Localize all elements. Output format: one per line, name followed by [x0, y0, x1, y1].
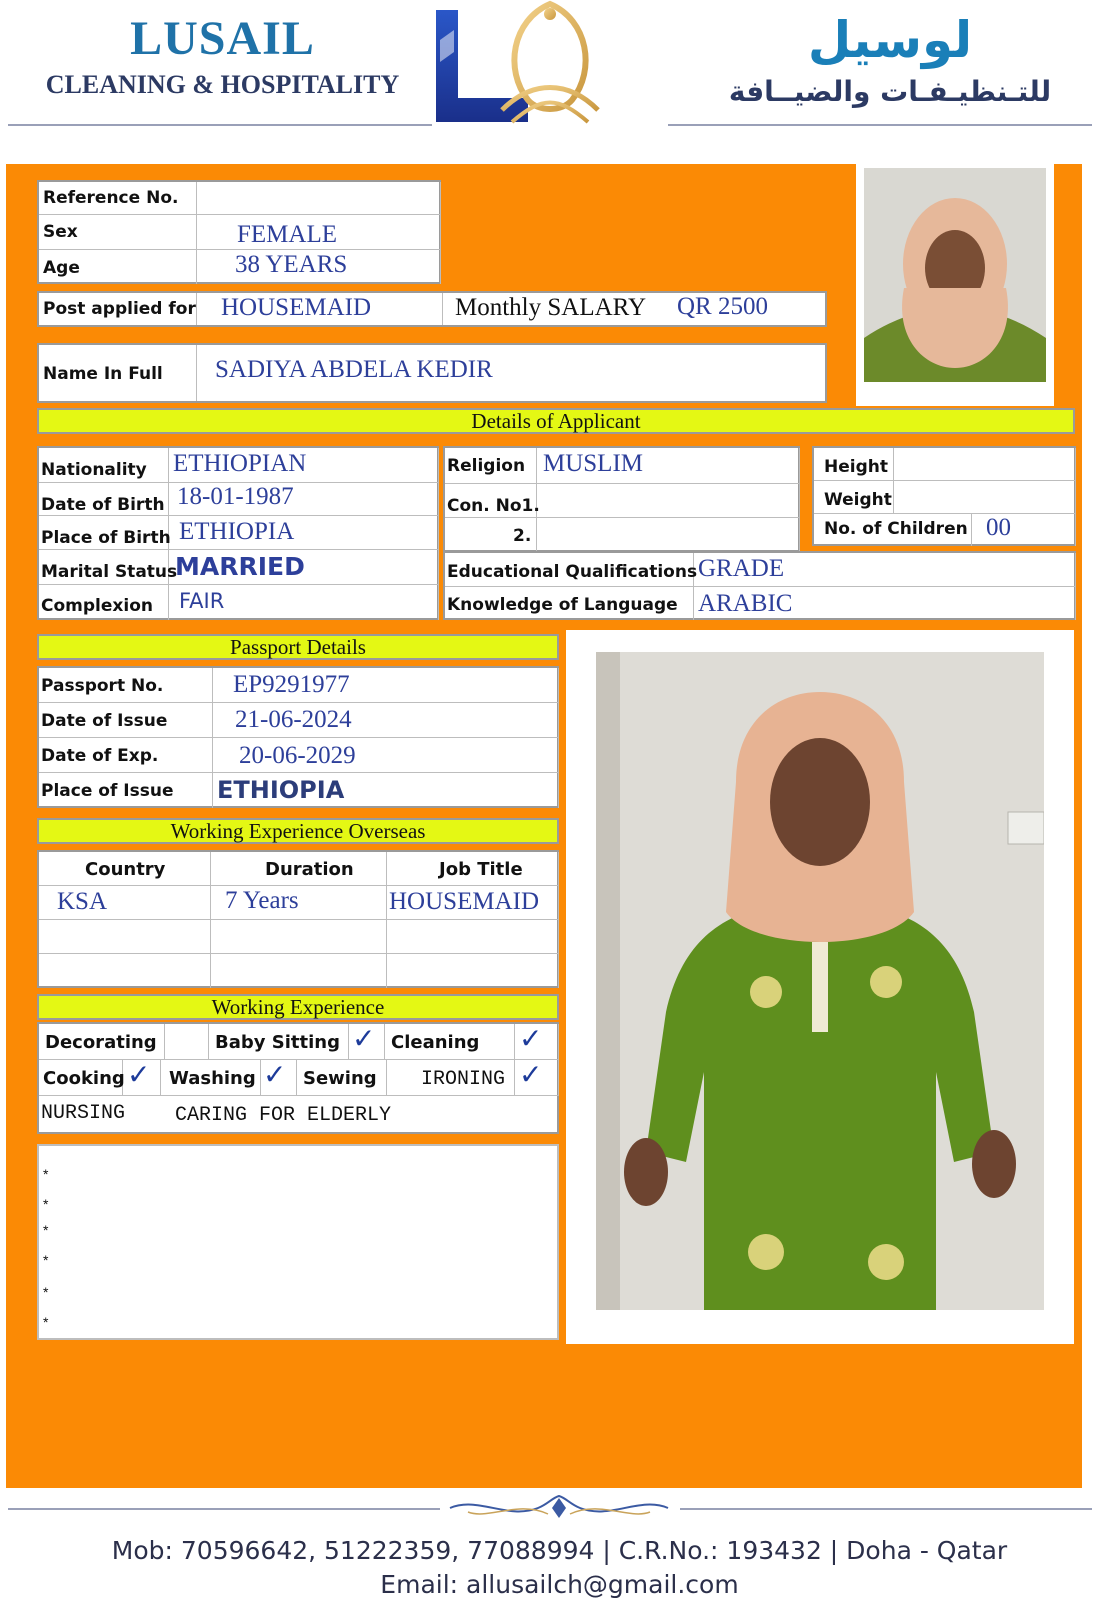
salary-value: QR 2500	[677, 293, 768, 320]
education-label: Educational Qualifications	[447, 562, 698, 582]
header-divider-left	[8, 124, 432, 126]
salary-label: Monthly SALARY	[455, 294, 647, 321]
cleaning-check-icon: ✓	[519, 1022, 543, 1055]
note-bullet: *	[43, 1284, 49, 1300]
post-label: Post applied for	[43, 299, 196, 319]
con2-label: 2.	[513, 526, 532, 546]
place-of-issue-value: ETHIOPIA	[217, 776, 345, 804]
footer-contact: Mob: 70596642, 51222359, 77088994 | C.R.No.: 193432 | Doha - Qatar	[111, 1536, 1008, 1565]
passport-no-label: Passport No.	[41, 676, 164, 696]
brand-english	[40, 12, 405, 102]
passport-no-value: EP9291977	[233, 671, 350, 698]
skill-washing: Washing	[169, 1068, 256, 1089]
skill-cleaning: Cleaning	[391, 1032, 480, 1053]
note-bullet: *	[43, 1196, 49, 1212]
skill-sewing: Sewing	[303, 1068, 377, 1089]
language-value: ARABIC	[698, 590, 793, 617]
children-label: No. of Children	[824, 519, 968, 539]
sex-value: FEMALE	[237, 221, 337, 248]
dob-label: Date of Birth	[41, 495, 165, 515]
post-salary-row	[37, 291, 827, 327]
age-label: Age	[43, 258, 80, 278]
marital-label: Marital Status	[41, 562, 178, 582]
nationality-value: ETHIOPIAN	[173, 450, 307, 477]
lusail-logo-icon	[432, 0, 668, 130]
full-name-row	[37, 343, 827, 403]
full-body-photo	[596, 652, 1044, 1310]
exp-date-value: 20-06-2029	[239, 742, 356, 769]
passport-photo	[864, 168, 1046, 382]
col-country: Country	[85, 859, 166, 880]
ornament-icon	[448, 1494, 670, 1522]
sex-label: Sex	[43, 222, 78, 242]
complexion-label: Complexion	[41, 596, 153, 616]
brand-name: LUSAIL	[130, 12, 315, 65]
language-label: Knowledge of Language	[447, 595, 678, 615]
skill-nursing: NURSING	[41, 1102, 126, 1125]
table-row	[39, 886, 211, 920]
issue-date-value: 21-06-2024	[235, 706, 352, 733]
post-value: HOUSEMAID	[221, 294, 371, 321]
nationality-label: Nationality	[41, 460, 147, 480]
brand-tagline: CLEANING & HOSPITALITY	[45, 70, 400, 99]
religion-label: Religion	[447, 456, 526, 476]
name-label: Name In Full	[43, 364, 163, 384]
notes-box	[37, 1144, 559, 1340]
cooking-check-icon: ✓	[127, 1058, 151, 1091]
marital-value: MARRIED	[175, 552, 305, 581]
skill-cooking: Cooking	[43, 1068, 125, 1089]
brand-arabic	[700, 8, 1080, 112]
ironing-check-icon: ✓	[519, 1058, 543, 1091]
skill-baby-sitting: Baby Sitting	[215, 1032, 340, 1053]
header-divider-right	[668, 124, 1092, 126]
education-language-table	[443, 551, 1076, 620]
ref-sex-age-table	[37, 180, 441, 284]
issue-date-label: Date of Issue	[41, 711, 168, 731]
details-of-applicant-header: Details of Applicant	[37, 408, 1075, 434]
note-bullet: *	[43, 1166, 49, 1182]
reference-label: Reference No.	[43, 188, 179, 208]
exp-date-label: Date of Exp.	[41, 746, 159, 766]
note-bullet: *	[43, 1222, 49, 1238]
note-bullet: *	[43, 1314, 49, 1330]
age-value: 38 YEARS	[235, 251, 348, 278]
footer-email[interactable]: Email: allusailch@gmail.com	[380, 1570, 739, 1599]
religion-value: MUSLIM	[543, 450, 644, 477]
note-bullet: *	[43, 1252, 49, 1268]
passport-details-header: Passport Details	[37, 634, 559, 660]
skill-ironing: IRONING	[421, 1068, 506, 1091]
applicant-religion-table	[443, 446, 800, 552]
footer-divider-left	[8, 1508, 440, 1510]
dob-value: 18-01-1987	[177, 483, 294, 510]
applicant-left-table	[37, 446, 439, 620]
pob-value: ETHIOPIA	[179, 518, 295, 545]
skill-decorating: Decorating	[45, 1032, 157, 1053]
brand-tagline-ar: للتـنظيـفـات والضيــافة	[728, 75, 1052, 108]
education-value: GRADE	[698, 555, 785, 582]
passport-table	[37, 666, 559, 808]
washing-check-icon: ✓	[263, 1058, 287, 1091]
brand-name-ar: لوسيل	[807, 11, 973, 69]
con1-label: Con. No1.	[447, 496, 540, 516]
overseas-table	[37, 850, 559, 988]
row-duration: 7 Years	[225, 887, 299, 914]
baby-sitting-check-icon: ✓	[352, 1022, 376, 1055]
skills-table	[37, 1022, 559, 1134]
col-duration: Duration	[265, 859, 354, 880]
pob-label: Place of Birth	[41, 528, 171, 548]
weight-label: Weight	[824, 490, 892, 510]
children-value: 00	[986, 514, 1011, 541]
applicant-physical-table	[812, 446, 1076, 546]
working-experience-header: Working Experience	[37, 994, 559, 1020]
height-label: Height	[824, 457, 888, 477]
col-job-title: Job Title	[439, 859, 523, 880]
complexion-value: FAIR	[179, 589, 225, 613]
skill-caring-elderly: CARING FOR ELDERLY	[175, 1104, 392, 1127]
name-value: SADIYA ABDELA KEDIR	[215, 356, 493, 383]
place-of-issue-label: Place of Issue	[41, 781, 174, 801]
footer-divider-right	[680, 1508, 1092, 1510]
overseas-experience-header: Working Experience Overseas	[37, 818, 559, 844]
row-country: KSA	[57, 888, 108, 915]
row-job-title: HOUSEMAID	[389, 888, 539, 915]
